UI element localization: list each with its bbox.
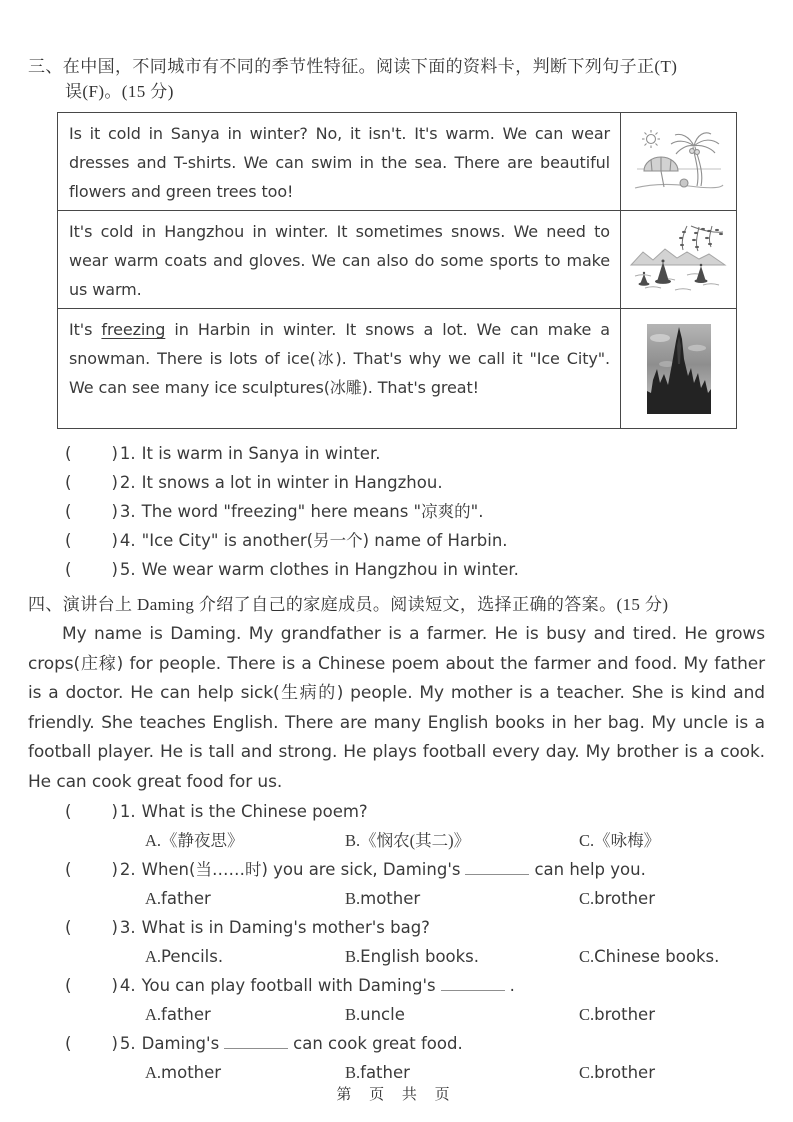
question-number: 5. [119, 560, 136, 579]
question-text-post: can help you. [534, 860, 646, 879]
card-text-harbin [58, 309, 620, 428]
option-a[interactable] [145, 884, 345, 913]
question-number: 5. [119, 1034, 136, 1053]
paren-close: ) [111, 918, 118, 937]
option-text: brother [594, 1063, 655, 1082]
question-text: What is the Chinese poem? [141, 802, 368, 821]
option-text: brother [594, 889, 655, 908]
underlined-word: freezing [101, 320, 166, 339]
option-text: brother [594, 1005, 655, 1024]
beach-bag-icon [680, 179, 688, 187]
option-b[interactable] [345, 826, 579, 855]
paren-close: ) [111, 444, 118, 463]
option-letter: A. [145, 1005, 162, 1024]
question-text: What is in Daming's mother's bag? [141, 918, 430, 937]
harbin-text-post: in Harbin in winter. It snows a lot. We can make a snowman. There is lots of ice(冰). That's why we call it "Ice City". We can see many ice sculptures(冰雕). That's great! [69, 320, 610, 397]
paren-close: ) [111, 1034, 118, 1053]
option-text: mother [360, 889, 421, 908]
palm-tree-icon [671, 132, 719, 185]
section3-title-line2: 误(F)。(15 分) [65, 82, 174, 101]
mountains [631, 249, 725, 265]
option-text: uncle [360, 1005, 405, 1024]
question-number: 4. [119, 531, 136, 550]
option-c[interactable] [579, 826, 765, 855]
option-text: English books. [360, 947, 480, 966]
tf-question-row [65, 526, 765, 555]
option-row [145, 942, 765, 971]
paren-open: ( [65, 802, 72, 821]
answer-blank[interactable] [224, 1035, 288, 1049]
tf-question-row [65, 497, 765, 526]
option-a[interactable] [145, 1000, 345, 1029]
section3-title-line1: 三、在中国，不同城市有不同的季节性特征。阅读下面的资料卡，判断下列句子正(T) [28, 57, 678, 76]
option-c[interactable] [579, 1000, 765, 1029]
card-row-harbin [58, 308, 736, 428]
option-text: Chinese books. [594, 947, 720, 966]
option-c[interactable] [579, 884, 765, 913]
mc-question-row [65, 797, 765, 826]
willow-leaves [679, 227, 723, 247]
option-a[interactable] [145, 942, 345, 971]
option-row [145, 1000, 765, 1029]
option-letter: B. [345, 889, 361, 908]
card-image-cell [620, 113, 736, 210]
question-text: We wear warm clothes in Hangzhou in winter. [141, 560, 519, 579]
card-row-hangzhou [58, 210, 736, 308]
paren-open: ( [65, 1034, 72, 1053]
option-letter: A. [145, 1063, 162, 1082]
answer-blank[interactable] [465, 861, 529, 875]
option-a[interactable] [145, 826, 345, 855]
paren-close: ) [111, 531, 118, 550]
question-number: 3. [119, 502, 136, 521]
cloud [688, 344, 706, 350]
section3-header [28, 54, 765, 104]
question-text-post: . [509, 976, 515, 995]
option-text: father [161, 1005, 211, 1024]
paren-open: ( [65, 860, 72, 879]
paren-open: ( [65, 502, 72, 521]
option-text: 《静夜思》 [161, 831, 244, 850]
option-letter: C. [579, 947, 595, 966]
tf-question-row [65, 439, 765, 468]
question-text [142, 971, 515, 1000]
harbin-text-pre: It's [69, 320, 102, 339]
question-text [142, 1029, 463, 1058]
option-c[interactable] [579, 942, 765, 971]
question-number: 2. [119, 473, 136, 492]
beach-illustration [631, 125, 727, 199]
card-image-cell [620, 211, 736, 308]
mc-question-row [65, 855, 765, 884]
question-text: It snows a lot in winter in Hangzhou. [141, 473, 443, 492]
question-text-pre: When(当……时) you are sick, Daming's [141, 860, 461, 879]
option-letter: C. [579, 889, 595, 908]
option-letter: A. [145, 889, 162, 908]
tf-question-row [65, 555, 765, 584]
mc-question-row [65, 1029, 765, 1058]
paren-close: ) [111, 976, 118, 995]
option-text: 《悯农(其二)》 [360, 831, 471, 850]
mc-question-row [65, 971, 765, 1000]
paren-open: ( [65, 560, 72, 579]
option-text: father [360, 1063, 410, 1082]
sun-icon [642, 130, 660, 148]
answer-blank[interactable] [441, 977, 505, 991]
paren-close: ) [111, 473, 118, 492]
option-b[interactable] [345, 1000, 579, 1029]
mc-question-list [28, 797, 765, 1087]
info-card-table [57, 112, 737, 429]
tf-question-list [28, 439, 765, 584]
option-letter: B. [345, 831, 361, 850]
paren-open: ( [65, 531, 72, 550]
option-b[interactable] [345, 942, 579, 971]
west-lake-illustration [629, 224, 729, 296]
option-text: mother [161, 1063, 222, 1082]
paren-close: ) [111, 802, 118, 821]
question-number: 4. [119, 976, 136, 995]
paren-open: ( [65, 473, 72, 492]
section4-title: 四、演讲台上 Daming 介绍了自己的家庭成员。阅读短文，选择正确的答案。(15 分) [28, 595, 669, 614]
question-text: It is warm in Sanya in winter. [141, 444, 381, 463]
question-number: 3. [119, 918, 136, 937]
paren-open: ( [65, 444, 72, 463]
option-letter: C. [579, 1005, 595, 1024]
beach-umbrella-icon [644, 157, 678, 187]
ice-castle-illustration [647, 324, 711, 414]
question-number: 2. [119, 860, 136, 879]
option-letter: A. [145, 831, 162, 850]
paren-close: ) [111, 560, 118, 579]
question-text [142, 855, 646, 884]
paren-close: ) [111, 860, 118, 879]
paren-close: ) [111, 502, 118, 521]
card-text-sanya: Is it cold in Sanya in winter? No, it isn't. It's warm. We can wear dresses and T-shirts. We can swim in the sea. There are beautiful flowers and green trees too! [69, 124, 610, 201]
question-text-pre: Daming's [141, 1034, 220, 1053]
paren-open: ( [65, 976, 72, 995]
question-text: The word "freezing" here means "凉爽的". [141, 502, 484, 521]
question-number: 1. [119, 802, 136, 821]
option-row [145, 884, 765, 913]
mc-question-row [65, 913, 765, 942]
tf-question-row [65, 468, 765, 497]
option-letter: B. [345, 1063, 361, 1082]
cloud [650, 334, 670, 342]
option-letter: C. [579, 1063, 595, 1082]
option-letter: B. [345, 1005, 361, 1024]
section4-header [28, 592, 765, 617]
option-row [145, 826, 765, 855]
option-text: father [161, 889, 211, 908]
option-text: Pencils. [161, 947, 224, 966]
card-image-cell [620, 309, 736, 428]
reading-passage: My name is Daming. My grandfather is a farmer. He is busy and tired. He grows crops(庄稼) for people. There is a Chinese poem about the farmer and food. My father is a doctor. He can help sick(生病的) people. My mother is a teacher. She is kind and friendly. She teaches English. There are many English books in her bag. My uncle is a football player. He is tall and strong. He plays football every day. My brother is a cook. He can cook great food for us. [28, 624, 765, 792]
card-text-hangzhou: It's cold in Hangzhou in winter. It sometimes snows. We need to wear warm coats and gloves. We can also do some sports to make us warm. [69, 222, 610, 299]
question-text: "Ice City" is another(另一个) name of Harbin. [141, 531, 508, 550]
option-text: 《咏梅》 [594, 831, 661, 850]
question-text-post: can cook great food. [293, 1034, 463, 1053]
option-letter: B. [345, 947, 361, 966]
question-number: 1. [119, 444, 136, 463]
page-footer: 第 页 共 页 [336, 1087, 457, 1103]
option-letter: A. [145, 947, 162, 966]
option-letter: C. [579, 831, 595, 850]
option-b[interactable] [345, 884, 579, 913]
question-text-pre: You can play football with Daming's [141, 976, 436, 995]
card-row-sanya [58, 113, 736, 210]
paren-open: ( [65, 918, 72, 937]
